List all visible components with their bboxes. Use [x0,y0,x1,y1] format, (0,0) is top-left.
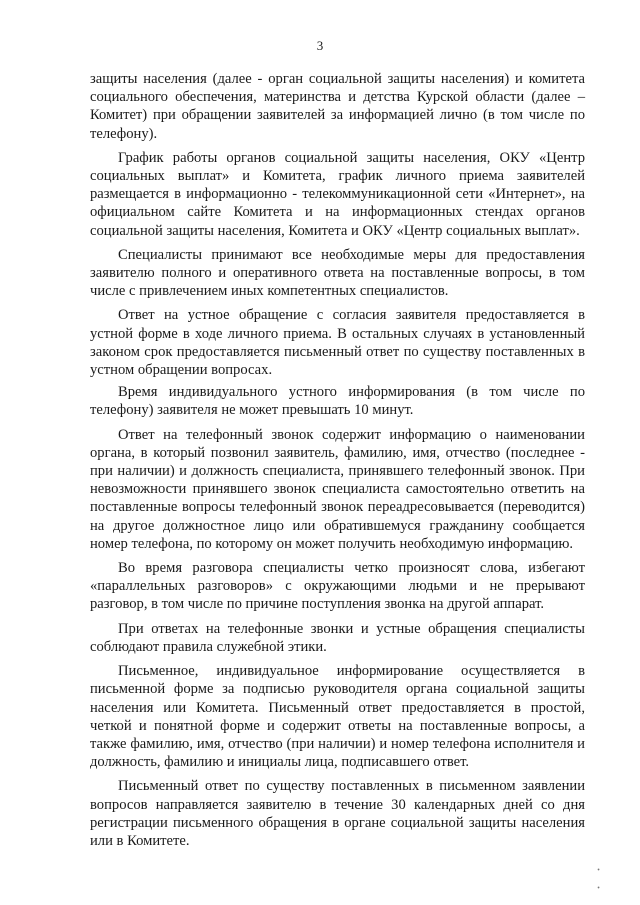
paragraph-5: Время индивидуального устного информирования (в том числе по телефону) заявителя не может превышать 10 минут. [90,384,585,419]
paragraph-4: Ответ на устное обращение с согласия заявителя предоставляется в устной форме в ходе личного приема. В остальных случаях в установленный законом срок предоставляется письменный ответ по существу поставленных в устном обращении вопросах. [90,307,585,379]
paragraph-3: Специалисты принимают все необходимые меры для предоставления заявителю полного и оперативного ответа на поставленные вопросы, в том числе с привлечением иных компетентных специалистов. [90,246,585,300]
margin-scan-mark-2: ꞏ [597,883,601,894]
paragraph-6: Ответ на телефонный звонок содержит информацию о наименовании органа, в который позвонил заявитель, фамилию, имя, отчество (последнее - при наличии) и должность специалиста, принявшего телефонный звонок. При невозможности принявшего звонок специалиста самостоятельно ответить на поставленные вопросы телефонный звонок переадресовывается (переводится) на другое должностное лицо или обратившемуся гражданину сообщается номер телефона, по которому он может получить необходимую информацию. [90,426,585,552]
paragraph-2: График работы органов социальной защиты населения, ОКУ «Центр социальных выплат» и Комитета, график личного приема заявителей размещается в информационно - телекоммуникационной сети «Интернет», на официальном сайте Комитета и на информационных стендах органов социальной защиты населения, Комитета и ОКУ «Центр социальных выплат». [90,149,585,239]
paragraph-9: Письменное, индивидуальное информирование осуществляется в письменной форме за подписью руководителя органа социальной защиты населения или Комитета. Письменный ответ предоставляется в простой, четкой и понятной форме и содержит ответы на поставленные вопросы, а также фамилию, имя, отчество (при наличии) и номер телефона исполнителя и должность, фамилию и инициалы лица, подписавшего ответ. [90,663,585,771]
margin-scan-mark: ꞏ [597,865,601,876]
paragraph-10: Письменный ответ по существу поставленных в письменном заявлении вопросов направляется заявителю в течение 30 календарных дней со дня регистрации письменного обращения в органе социальной защиты населения или в Комитете. [90,778,585,849]
page-number: 3 [316,38,324,53]
paragraph-1: защиты населения (далее - орган социальной защиты населения) и комитета социального обеспечения, материнства и детства Курской области (далее – Комитет) при обращении заявителей за информацией лично (в том числе по телефону). [90,71,585,142]
paragraph-7: Во время разговора специалисты четко произносят слова, избегают «параллельных разговоров» с окружающими людьми и не прерывают разговор, в том числе по причине поступления звонка на другой аппарат. [90,560,585,613]
paragraph-8: При ответах на телефонные звонки и устные обращения специалисты соблюдают правила служебной этики. [90,620,585,655]
document-body [90,70,585,856]
